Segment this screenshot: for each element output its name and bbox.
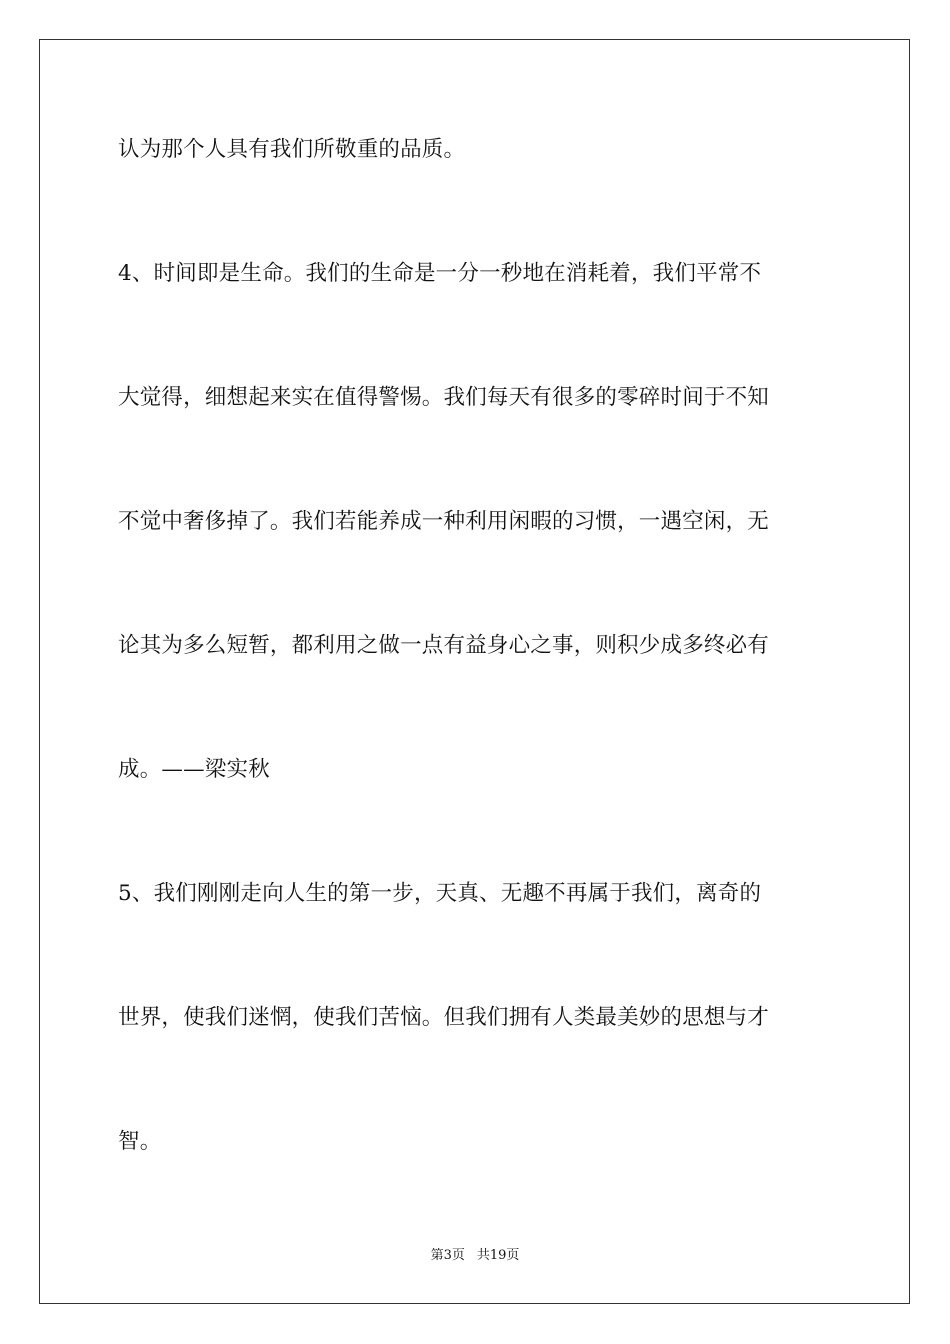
page-footer [0, 1247, 950, 1265]
text-line: 论其为多么短暂，都利用之做一点有益身心之事，则积少成多终必有 [118, 633, 770, 658]
text-line: 成。——梁实秋 [118, 757, 270, 782]
text-line: 大觉得，细想起来实在值得警惕。我们每天有很多的零碎时间于不知 [118, 385, 770, 410]
text-line: 智。 [118, 1129, 162, 1154]
text-line: 认为那个人具有我们所敬重的品质。 [118, 137, 466, 162]
text-line: 不觉中奢侈掉了。我们若能养成一种利用闲暇的习惯，一遇空闲，无 [118, 509, 770, 534]
text-line: 5、我们刚刚走向人生的第一步，天真、无趣不再属于我们，离奇的 [118, 881, 762, 906]
text-line: 世界，使我们迷惘，使我们苦恼。但我们拥有人类最美妙的思想与才 [118, 1005, 770, 1030]
total-pages: 共19页 [476, 1248, 520, 1263]
page-frame [39, 39, 910, 1304]
text-line: 4、时间即是生命。我们的生命是一分一秒地在消耗着，我们平常不 [118, 261, 762, 286]
page-number: 第3页 [430, 1248, 465, 1263]
